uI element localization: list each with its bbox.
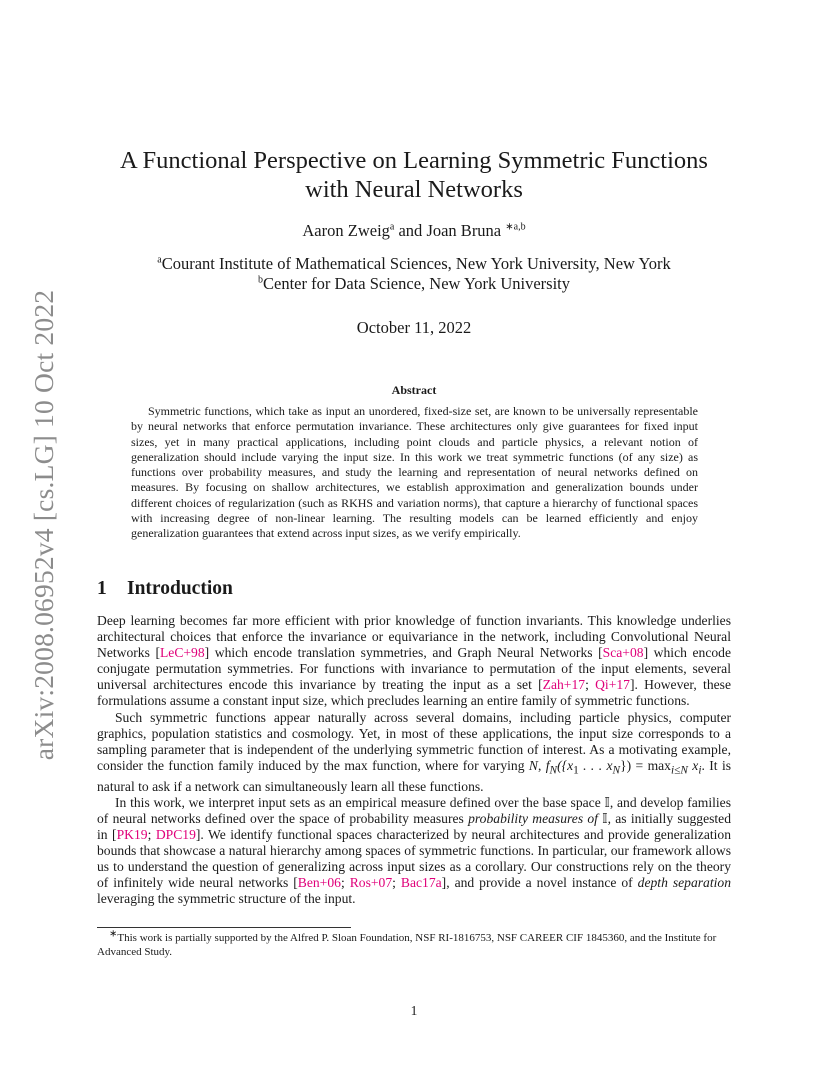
affiliation-line bbox=[94, 274, 734, 294]
page-number: 1 bbox=[410, 1003, 418, 1018]
text-run: ]. However, these formulations assume a constant input size, which precludes learning an entire family of symmetric functions. bbox=[97, 677, 731, 709]
section-heading bbox=[97, 578, 233, 600]
text-run: In this work, we interpret input sets as an empirical measure defined over the base space 𝕀, and develop families of neural networks defined over the space of probability measures bbox=[97, 794, 731, 826]
emphasis-text: probability measures of bbox=[468, 810, 598, 826]
text-run: , bbox=[537, 757, 546, 773]
footnote-text: This work is partially supported by the Alfred P. Sloan Foundation, NSF RI-1816753, NSF CAREER CIF 1845360, and the Institute for Advanced Study. bbox=[97, 932, 717, 958]
math-subscript: i≤N bbox=[670, 764, 688, 777]
author-affiliation-mark: ∗a,b bbox=[505, 221, 526, 233]
abstract-heading: Abstract bbox=[391, 383, 437, 397]
paper-date: October 11, 2022 bbox=[356, 318, 472, 337]
affiliation-text: Courant Institute of Mathematical Sciences, New York University, New York bbox=[161, 254, 671, 273]
text-run: . It is natural to ask if a network can simultaneously learn all these functions. bbox=[97, 757, 732, 794]
text-run: ] which encode conjugate permutation symmetries. For functions with invariance to permutation of the input elements, several universal architectures encode this invariance by treating the input as a set [ bbox=[97, 645, 731, 693]
text-run: ], and provide a novel instance of bbox=[441, 875, 638, 891]
math-expression: x bbox=[687, 757, 699, 773]
text-run: ; bbox=[340, 875, 350, 891]
math-expression: . . . x bbox=[578, 757, 613, 773]
author-name: Joan Bruna bbox=[426, 221, 502, 240]
affiliation-text: Center for Data Science, New York University bbox=[262, 274, 570, 293]
text-run: 𝕀, as initially suggested in [ bbox=[97, 810, 732, 842]
author-affiliation-mark: a bbox=[389, 221, 395, 233]
body-text bbox=[97, 613, 731, 907]
citation-link[interactable]: Zah+17 bbox=[542, 677, 586, 693]
citation-link[interactable]: Sca+08 bbox=[602, 645, 644, 661]
math-subscript: N bbox=[549, 764, 558, 777]
text-run: ] which encode translation symmetries, and Graph Neural Networks [ bbox=[204, 645, 603, 661]
affiliation-mark: a bbox=[157, 254, 162, 266]
affiliations bbox=[94, 254, 734, 294]
title-line-1: A Functional Perspective on Learning Symmetric Functions bbox=[120, 147, 708, 174]
math-symbol: f bbox=[545, 757, 550, 773]
citation-link[interactable]: Qi+17 bbox=[595, 677, 630, 693]
section-title: Introduction bbox=[127, 578, 233, 599]
math-subscript: i bbox=[698, 764, 702, 777]
abstract-text: Symmetric functions, which take as input an unordered, fixed-size set, are known to be universally representable by neural networks that enforce permutation invariance. These architectures only give guarantees for fixed input sizes, yet in many practical applications, including point clouds and particle physics, a relevant notion of generalization should include varying the input size. In this work we treat symmetric functions (of any size) as functions over probability measures, and study the learning and representation of neural networks defined on measures. By focusing on shallow architectures, we establish approximation and generalization bounds under different choices of regularization (such as RKHS and variation norms), that capture a hierarchy of functional spaces with increasing degree of non-linear learning. The resulting models can be learned efficiently and enjoy generalization guarantees that extend across input sizes, as we verify empirically. bbox=[131, 404, 698, 541]
text-run: ; bbox=[585, 677, 596, 693]
text-run: ]. We identify functional spaces characterized by neural architectures and provide generalization bounds that showcase a natural hierarchy among spaces of symmetric functions. In particular, our framework allows us to understand the question of generalizing across input sizes as a corollary. Our constructions rely on the theory of infinitely wide neural networks [ bbox=[97, 826, 732, 891]
title-line-2: with Neural Networks bbox=[305, 176, 523, 203]
math-expression: }) = max bbox=[620, 757, 671, 773]
text-run: ; bbox=[147, 826, 156, 842]
citation-link[interactable]: LeC+98 bbox=[159, 645, 205, 661]
text-run: leveraging the symmetric structure of the input. bbox=[97, 891, 356, 907]
arxiv-identifier: arXiv:2008.06952v4 [cs.LG] 10 Oct 2022 bbox=[28, 289, 59, 761]
paragraph bbox=[97, 710, 731, 795]
affiliation-line bbox=[94, 254, 734, 274]
text-run: ; bbox=[392, 875, 401, 891]
paragraph bbox=[97, 613, 731, 710]
affiliation-mark: b bbox=[257, 274, 263, 286]
author-conjunction: and bbox=[398, 221, 423, 240]
math-subscript: 1 bbox=[573, 764, 579, 777]
text-run: Deep learning becomes far more efficient with prior knowledge of function invariants. This knowledge underlies architectural choices that enforce the invariance or equivariance in the network, including Convolutional Neural Networks [ bbox=[97, 613, 731, 661]
citation-link[interactable]: Ben+06 bbox=[297, 875, 341, 891]
footnote-divider bbox=[97, 927, 351, 928]
author-list bbox=[94, 221, 734, 241]
section-number: 1 bbox=[97, 578, 107, 599]
paragraph bbox=[97, 795, 731, 908]
citation-link[interactable]: PK19 bbox=[116, 826, 148, 842]
emphasis-text: depth separation bbox=[637, 875, 731, 891]
text-run: Such symmetric functions appear naturally across several domains, including particle physics, computer graphics, population statistics and cosmology. Yet, in most of these applications, the input size corresponds to a sampling parameter that is independent of the underlying symmetric function of interest. As a motivating example, consider the function family induced by the max function, where for varying bbox=[97, 709, 731, 773]
citation-link[interactable]: DPC19 bbox=[155, 826, 196, 842]
math-symbol: N bbox=[528, 757, 538, 773]
math-subscript: N bbox=[612, 764, 621, 777]
footnote-mark: ∗ bbox=[109, 928, 118, 940]
math-expression: ({x bbox=[557, 757, 574, 773]
footnote bbox=[97, 928, 731, 959]
citation-link[interactable]: Bac17a bbox=[400, 875, 442, 891]
author-name: Aaron Zweig bbox=[302, 221, 390, 240]
paper-title bbox=[94, 146, 734, 204]
citation-link[interactable]: Ros+07 bbox=[349, 875, 393, 891]
